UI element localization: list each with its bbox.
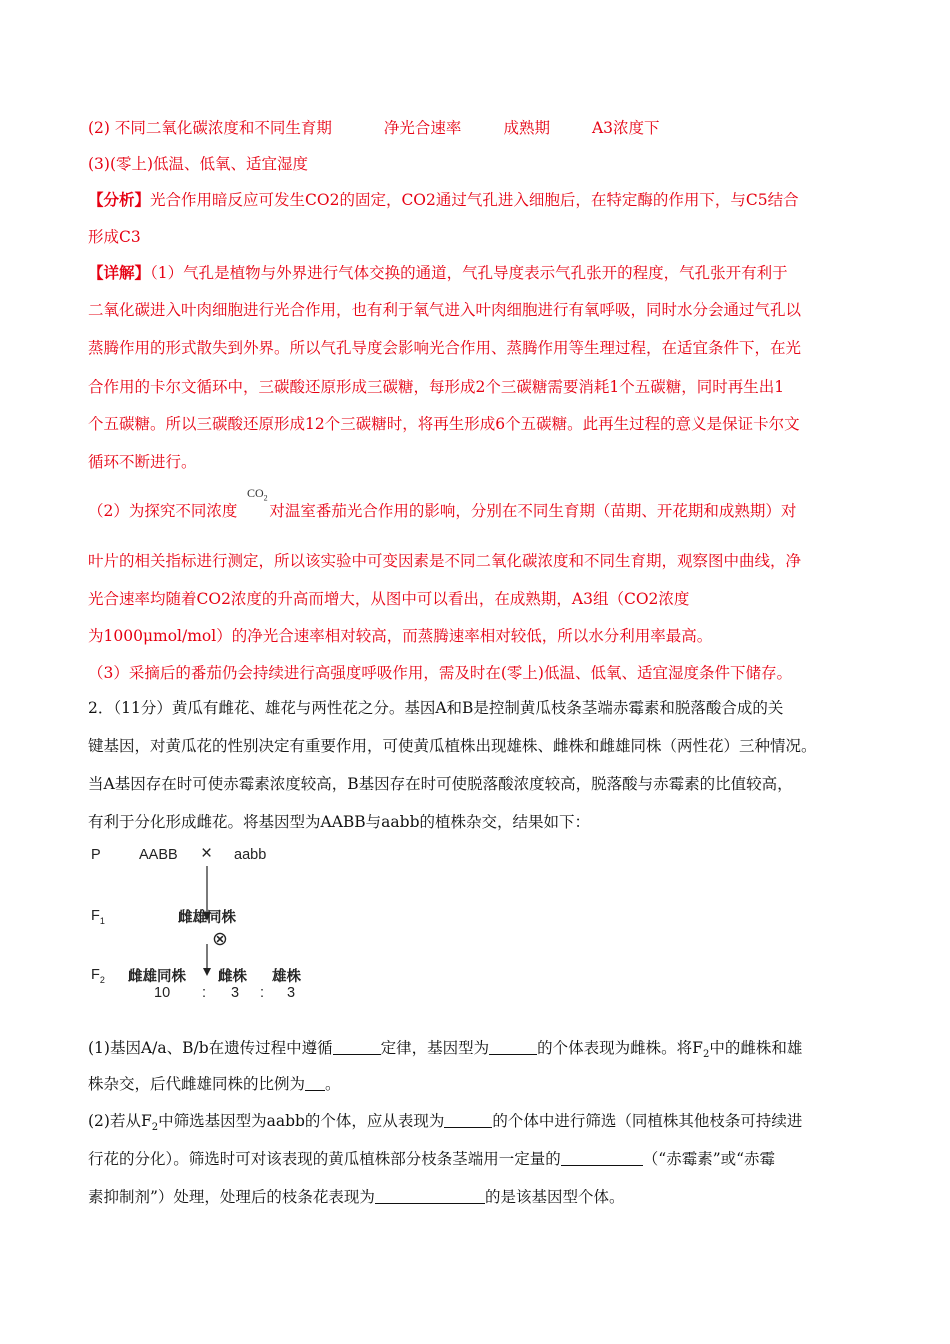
answer-2-part-1: 不同二氧化碳浓度和不同生育期 (114, 119, 332, 137)
ratio-colon-2: : (260, 985, 265, 1001)
ratio-monoecious: 10 (154, 985, 171, 1001)
sub-question-2-line-1: (2)若从$F_2$中筛选基因型为aabb的个体，应从表现为 的个体中进行筛选（同植株其他枝条可持续进 (88, 1112, 803, 1134)
answer-blank-law[interactable] (333, 1038, 381, 1055)
answer-blank-flower-type[interactable] (375, 1187, 485, 1204)
question-2-line-2: 键基因，对黄瓜花的性别决定有重要作用，可使黄瓜植株出现雄株、雌株和雌雄同株（两性花）三种情况。 (88, 737, 817, 755)
detail-line-4: 合作用的卡尔文循环中，三碳酸还原形成三碳糖，每形成2个三碳糖需要消耗1个五碳糖，同时再生出1 (88, 378, 785, 396)
detail-p2-line-2: 叶片的相关指标进行测定，所以该实验中可变因素是不同二氧化碳浓度和不同生育期，观察图中曲线，净 (88, 552, 802, 570)
detail-p2-post: 对温室番茄光合作用的影响，分别在不同生育期（苗期、开花期和成熟期）对 (269, 502, 797, 520)
detail-line-1 (88, 263, 788, 283)
co2-formula: $CO_2$ (247, 486, 268, 503)
answer-2-label: (2) (88, 119, 110, 137)
detail-line-6: 循环不断进行。 (88, 453, 197, 471)
answer-blank-genotype[interactable] (489, 1038, 537, 1055)
detail-line-5: 个五碳糖。所以三碳酸还原形成12个三碳糖时，将再生形成6个五碳糖。此再生过程的意义是保证卡尔文 (88, 415, 800, 433)
p-generation-label: P (91, 847, 101, 863)
analysis-line-1 (88, 190, 799, 210)
detail-p3: （3）采摘后的番茄仍会持续进行高强度呼吸作用，需及时在(零上)低温、低氧、适宜湿度条件下储存。 (88, 664, 792, 682)
sub-question-2-line-2: 行花的分化）。筛选时可对该表现的黄瓜植株部分枝条茎端用一定量的 （“赤霉素”或“赤霉 (88, 1150, 776, 1168)
detail-text-1: （1）气孔是植物与外界进行气体交换的通道，气孔导度表示气孔张开的程度，气孔张开有利于 (150, 264, 788, 282)
answer-blank-ratio[interactable] (305, 1074, 325, 1091)
question-2-line-4: 有利于分化形成雌花。将基因型为AABB与aabb的植株杂交，结果如下： (88, 813, 590, 831)
detail-tag: 【详解】 (88, 263, 151, 282)
question-2-line-1: 2．（11分）黄瓜有雌花、雄花与两性花之分。基因A和B是控制黄瓜枝条茎端赤霉素和脱落酸合成的关 (88, 699, 784, 717)
answer-2 (88, 118, 660, 138)
answer-3: (3)(零上)低温、低氧、适宜湿度 (88, 155, 309, 173)
question-2-line-3: 当A基因存在时可使赤霉素浓度较高，B基因存在时可使脱落酸浓度较高，脱落酸与赤霉素的比值较高， (88, 775, 793, 793)
parent-genotype-2: aabb (234, 847, 267, 863)
answer-2-part-2: 净光合速率 (383, 119, 462, 137)
sub-question-1-line-1: (1)基因A/a、B/b在遗传过程中遵循 定律，基因型为 的个体表现为雌株。将$F_2$中的雌株和雄 (88, 1039, 803, 1061)
sub-question-2-line-3: 素抑制剂”）处理，处理后的枝条花表现为 的是该基因型个体。 (88, 1188, 625, 1206)
answer-blank-treatment[interactable] (561, 1149, 643, 1166)
ratio-male: 3 (287, 985, 296, 1001)
f2-phenotype-monoecious: 雌雄同株 (128, 969, 186, 985)
detail-p2-line-4: 为1000μmol/mol）的净光合速率相对较高，而蒸腾速率相对较低，所以水分利用率最高。 (88, 627, 713, 645)
ratio-colon-1: : (202, 985, 207, 1001)
answer-2-part-4: A3浓度下 (591, 119, 660, 137)
detail-p2-pre: （2）为探究不同浓度 (88, 502, 238, 520)
detail-line-2: 二氧化碳进入叶肉细胞进行光合作用，也有利于氧气进入叶肉细胞进行有氧呼吸，同时水分会通过气孔以 (88, 301, 802, 319)
ratio-female: 3 (231, 985, 240, 1001)
f1-generation-label: $F_1$ (91, 908, 105, 926)
analysis-tag: 【分析】 (88, 190, 151, 209)
parent-genotype-1: AABB (139, 847, 178, 863)
analysis-text-1: 光合作用暗反应可发生CO2的固定，CO2通过气孔进入细胞后，在特定酶的作用下，与C5结合 (150, 191, 799, 209)
f2-generation-label: $F_2$ (91, 967, 105, 985)
f2-phenotype-male: 雄株 (272, 969, 301, 985)
detail-p2-line-3: 光合速率均随着CO2浓度的升高而增大，从图中可以看出，在成熟期，A3组（CO2浓度 (88, 590, 690, 608)
answer-2-part-3: 成熟期 (503, 119, 550, 137)
genetic-cross-diagram (88, 842, 348, 1012)
f2-phenotype-female: 雌株 (218, 969, 247, 985)
cross-symbol: × (201, 843, 213, 864)
sub-question-1-line-2: 株杂交，后代雌雄同株的比例为 。 (88, 1075, 341, 1093)
f1-phenotype: 雌雄同株 (178, 910, 236, 926)
selfing-symbol: ⊗ (212, 929, 228, 950)
analysis-line-2: 形成C3 (88, 228, 141, 246)
answer-blank-phenotype[interactable] (444, 1111, 492, 1128)
detail-p2-line-1 (88, 501, 796, 521)
detail-line-3: 蒸腾作用的形式散失到外界。所以气孔导度会影响光合作用、蒸腾作用等生理过程，在适宜条件下，在光 (88, 339, 802, 357)
